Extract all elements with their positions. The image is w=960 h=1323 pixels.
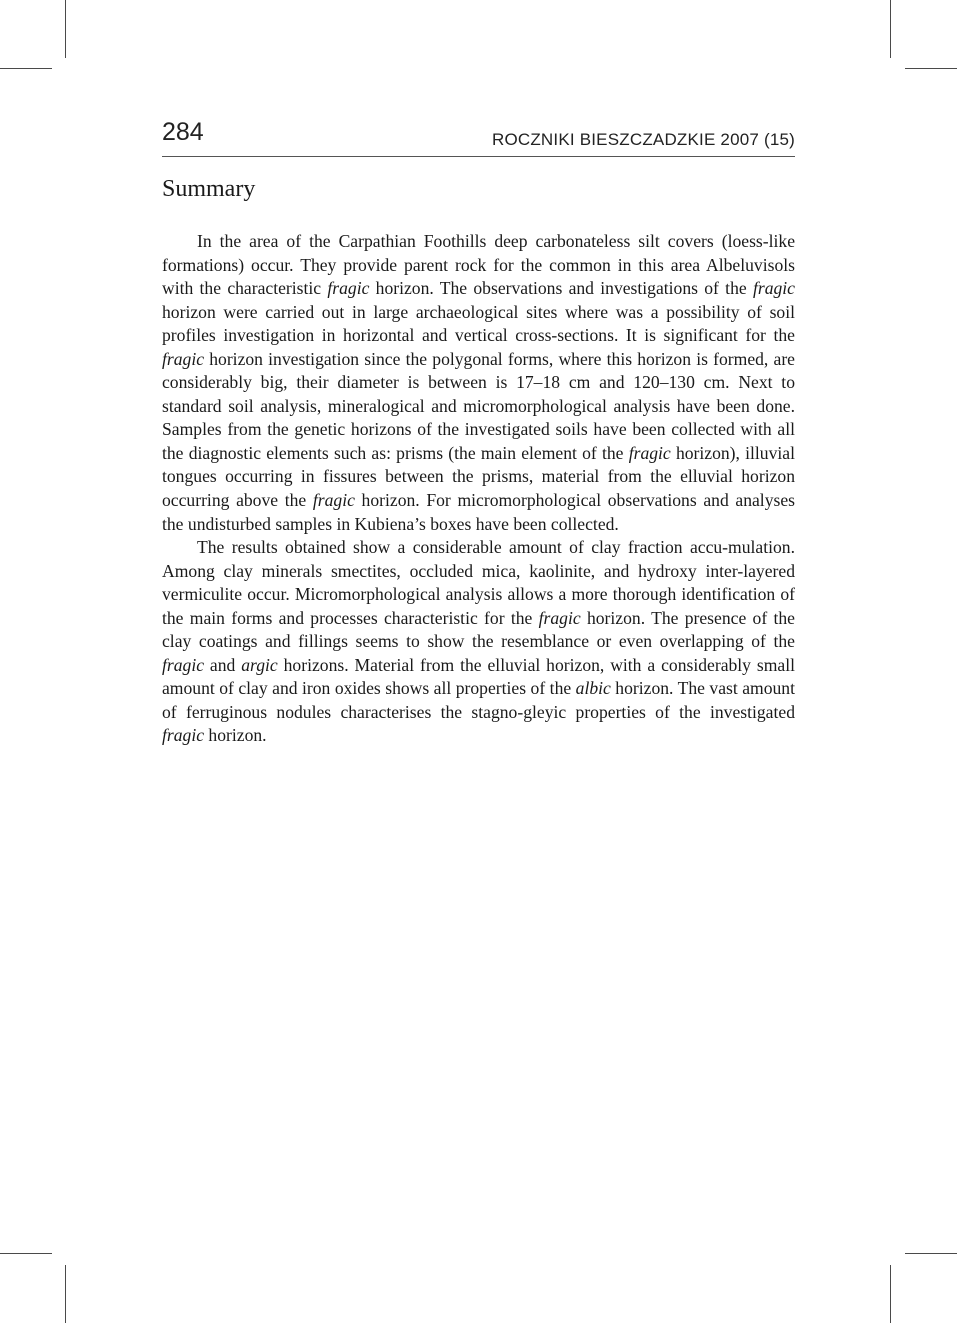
crop-mark-top-left-vertical bbox=[65, 0, 66, 58]
text-run: The results obtained show a considerable amount of clay fraction accu-mulation. Among clay minerals smectites, occluded mica, kaolinite, and hydroxy inter-layered vermiculite occur. Micromorphological analysis allows a more thorough identification of the main forms and processes characteristic for the bbox=[162, 537, 795, 628]
italic-term: fragic bbox=[162, 348, 205, 369]
crop-mark-top-left-horizontal bbox=[0, 68, 52, 69]
page-number: 284 bbox=[162, 118, 204, 146]
summary-paragraph-1 bbox=[162, 230, 795, 536]
italic-term: fragic bbox=[312, 490, 355, 511]
crop-mark-top-right-horizontal bbox=[905, 68, 957, 69]
crop-mark-bottom-right-vertical bbox=[890, 1265, 891, 1323]
crop-mark-top-right-vertical bbox=[890, 0, 891, 58]
italic-term: fragic bbox=[538, 607, 581, 628]
page-header bbox=[162, 118, 795, 157]
section-heading: Summary bbox=[162, 176, 256, 202]
running-title: ROCZNIKI BIESZCZADZKIE 2007 (15) bbox=[491, 130, 795, 149]
italic-term: fragic bbox=[162, 725, 205, 746]
italic-term: fragic bbox=[752, 278, 795, 299]
crop-mark-bottom-left-vertical bbox=[65, 1265, 66, 1323]
text-run: horizon), illuvial tongues occurring in fissures between the prisms, material from the elluvial horizon occurring above the bbox=[162, 442, 795, 511]
text-run: horizon. bbox=[204, 725, 267, 746]
italic-term: fragic bbox=[628, 442, 671, 463]
italic-term: albic bbox=[575, 678, 611, 699]
text-run: horizon. The presence of the clay coatings and fillings seems to show the resemblance or even overlapping of the bbox=[162, 607, 795, 652]
text-run: horizon investigation since the polygonal forms, where this horizon is formed, are considerably big, their diameter is between is 17–18 cm and 120–130 cm. Next to standard soil analysis, mineralogical and micromorphological analysis have been done. Samples from the genetic horizons of the investigated soils have been collected with all the diagnostic elements such as: prisms (the main element of the bbox=[162, 348, 795, 463]
text-run: and bbox=[204, 654, 242, 675]
summary-body bbox=[162, 230, 795, 748]
text-run: horizon. The vast amount of ferruginous nodules characterises the stagno-gleyic properties of the investigated bbox=[162, 678, 795, 722]
text-run: horizon. The observations and investigations of the bbox=[369, 278, 753, 299]
summary-paragraph-2 bbox=[162, 536, 795, 748]
crop-mark-bottom-left-horizontal bbox=[0, 1253, 52, 1254]
text-run: horizon. For micromorphological observations and analyses the undisturbed samples in Kubiena’s boxes have been collected. bbox=[162, 490, 795, 534]
italic-term: argic bbox=[241, 654, 278, 675]
italic-term: fragic bbox=[327, 278, 370, 299]
text-run: In the area of the Carpathian Foothills deep carbonateless silt covers (loess-like formations) occur. They provide parent rock for the common in this area Albeluvisols with the characteristic bbox=[162, 231, 795, 299]
crop-mark-bottom-right-horizontal bbox=[905, 1253, 957, 1254]
italic-term: fragic bbox=[162, 654, 205, 675]
text-run: horizons. Material from the elluvial horizon, with a considerably small amount of clay and iron oxides shows all properties of the bbox=[162, 654, 795, 699]
text-run: horizon were carried out in large archaeological sites where was a possibility of soil profiles investigation in horizontal and vertical cross-sections. It is significant for the bbox=[162, 301, 795, 346]
